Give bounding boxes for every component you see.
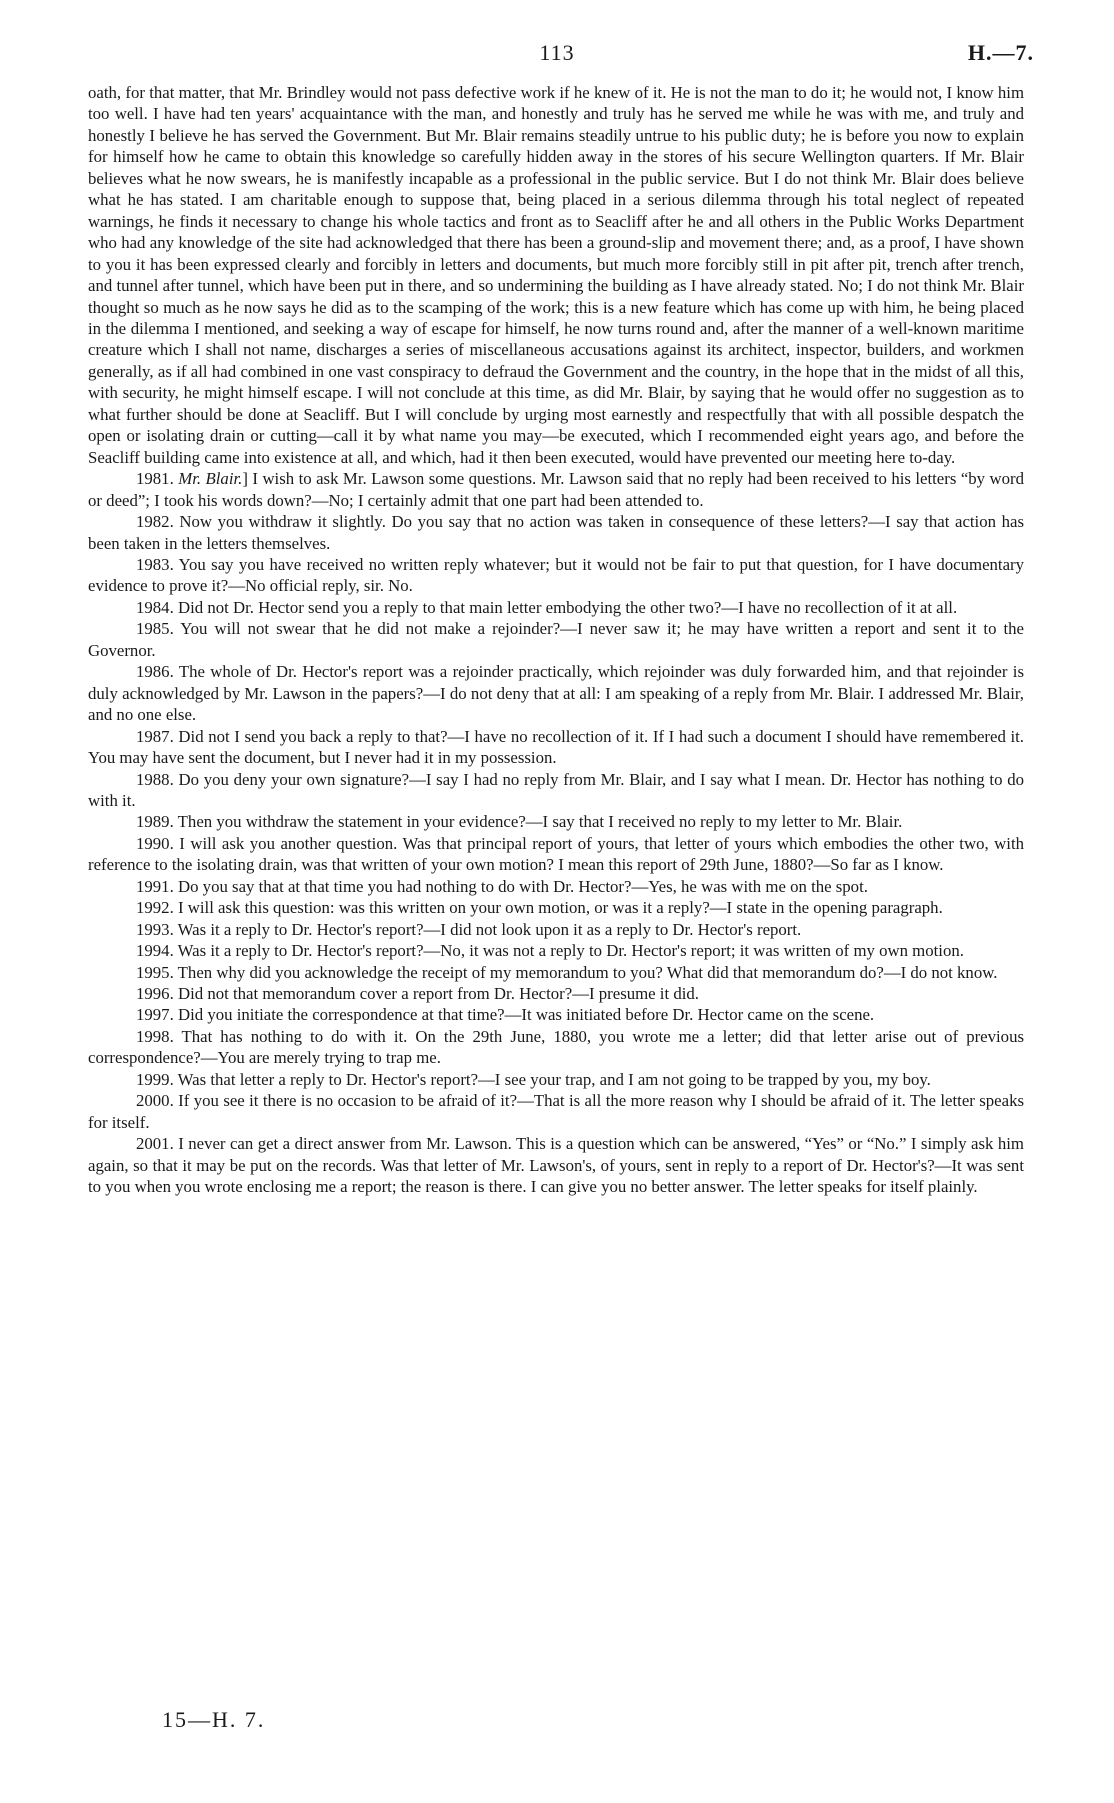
question-2001 bbox=[88, 1133, 1024, 1197]
question-number: 1998. bbox=[136, 1026, 174, 1046]
question-number: 1997. bbox=[136, 1005, 174, 1025]
question-text: Then you withdraw the statement in your evidence?—I say that I received no reply to my letter to Mr. Blair. bbox=[177, 812, 903, 832]
question-number: 1995. bbox=[136, 962, 174, 982]
question-number: 1981. bbox=[136, 469, 174, 489]
question-text: Then why did you acknowledge the receipt of my memorandum to you? What did that memorandum do?—I do not know. bbox=[177, 962, 998, 982]
question-1991 bbox=[88, 876, 1024, 897]
question-number: 2001. bbox=[136, 1134, 174, 1154]
question-1999 bbox=[88, 1069, 1024, 1090]
question-text: Was it a reply to Dr. Hector's report?—No, it was not a reply to Dr. Hector's report; it was written of my own motion. bbox=[177, 941, 964, 961]
question-1987 bbox=[88, 726, 1024, 769]
question-text: Was that letter a reply to Dr. Hector's report?—I see your trap, and I am not going to be trapped by you, my boy. bbox=[177, 1069, 931, 1089]
question-number: 1982. bbox=[136, 512, 174, 532]
question-1983 bbox=[88, 554, 1024, 597]
question-text: Did not Dr. Hector send you a reply to that main letter embodying the other two?—I have no recollection of it at all. bbox=[177, 597, 958, 617]
question-1996 bbox=[88, 983, 1024, 1004]
question-text: Was it a reply to Dr. Hector's report?—I did not look upon it as a reply to Dr. Hector's report. bbox=[177, 919, 802, 939]
question-number: 1994. bbox=[136, 941, 174, 961]
question-number: 1985. bbox=[136, 619, 174, 639]
question-text: Did not I send you back a reply to that?—I have no recollection of it. If I had such a document I should have remembered it. You may have sent the document, but I never had it in my possession. bbox=[88, 726, 1024, 768]
question-text: I will ask you another question. Was that principal report of yours, that letter of yours which embodies the other two, with reference to the isolating drain, was that written of your own motion? I mean this report of 29th June, 1880?—So far as I know. bbox=[88, 833, 1024, 875]
question-text: ] I wish to ask Mr. Lawson some questions. Mr. Lawson said that no reply had been received to his letters “by word or deed”; I took his words down?—No; I certainly admit that one part had been attended to. bbox=[88, 469, 1024, 510]
question-text: Do you deny your own signature?—I say I had no reply from Mr. Blair, and I say what I mean. Dr. Hector has nothing to do with it. bbox=[88, 769, 1024, 810]
question-1984 bbox=[88, 597, 1024, 618]
question-1995 bbox=[88, 962, 1024, 983]
question-number: 1989. bbox=[136, 812, 174, 832]
question-1985 bbox=[88, 618, 1024, 661]
question-1989 bbox=[88, 811, 1024, 832]
question-1988 bbox=[88, 769, 1024, 812]
question-number: 1988. bbox=[136, 769, 174, 789]
question-1986 bbox=[88, 661, 1024, 725]
question-number: 1986. bbox=[136, 662, 174, 682]
question-text: You say you have received no written reply whatever; but it would not be fair to put that question, for I have documentary evidence to prove it?—No official reply, sir. No. bbox=[88, 554, 1024, 596]
page-number: 113 bbox=[539, 40, 575, 65]
question-number: 1999. bbox=[136, 1069, 174, 1089]
question-number: 1991. bbox=[136, 876, 174, 896]
question-number: 1996. bbox=[136, 984, 174, 1004]
question-1993 bbox=[88, 919, 1024, 940]
question-text: I never can get a direct answer from Mr. Lawson. This is a question which can be answered, “Yes” or “No.” I simply ask him again, so that it may be put on the records. Was that letter of Mr. Lawson's, of yours, sent in reply to a report of Dr. Hector's?—It was sent to you when you wrote enclosing me a report; the reason is there. I can give you no better answer. The letter speaks for itself plainly. bbox=[88, 1134, 1024, 1197]
question-text: Did not that memorandum cover a report from Dr. Hector?—I presume it did. bbox=[177, 984, 699, 1004]
opening-paragraph: oath, for that matter, that Mr. Brindley would not pass defective work if he knew of it. He is not the man to do it; he would not, I know him too well. I have had ten years' acquaintance with the man, and honestly and truly has he served me while he was with me, and truly and honestly I believe he has served the Government. But Mr. Blair remains steadily untrue to his public duty; he is before you now to explain for himself how he came to obtain this knowledge so carefully hidden away in the stores of his secure Wellington quarters. If Mr. Blair believes what he now swears, he is manifestly incapable as a professional in the public service. But I do not think Mr. Blair does believe what he has stated. I am charitable enough to suppose that, being placed in a serious dilemma through his total neglect of repeated warnings, he finds it necessary to change his whole tactics and front as to Seacliff after he and all others in the Public Works Department who had any knowledge of the site had acknowledged that there has been a ground-slip and movement there; and, as a proof, I have shown to you it has been expressed clearly and forcibly in letters and documents, but much more forcibly still in pit after pit, trench after trench, and tunnel after tunnel, which have been put in there, and so undermining the building as I have already stated. No; I do not think Mr. Blair thought so much as he now says he did as to the scamping of the work; this is a new feature which has come up with him, he being placed in the dilemma I mentioned, and seeking a way of escape for himself, he now turns round and, after the manner of a well-known maritime creature which I shall not name, discharges a series of miscellaneous accusations against its architect, inspector, builders, and workmen generally, as if all had combined in one vast conspiracy to defraud the Government and the country, in the hope that in the midst of all this, with security, he might himself escape. I will not conclude at this time, as did Mr. Blair, by saying that he would offer no suggestion as to what further should be done at Seacliff. But I will conclude by urging most earnestly and respectfully that with all possible despatch the open or isolating drain or cutting—call it by what name you may—be executed, which I recommended eight years ago, and before the Seacliff building came into existence at all, and which, had it then been executed, would have prevented our meeting here to-day. bbox=[88, 83, 1024, 467]
question-number: 1992. bbox=[136, 898, 174, 918]
question-text: That has nothing to do with it. On the 29th June, 1880, you wrote me a letter; did that letter arise out of previous correspondence?—You are merely trying to trap me. bbox=[88, 1026, 1024, 1068]
question-1990 bbox=[88, 833, 1024, 876]
footer-signature: 15—H. 7. bbox=[162, 1707, 266, 1732]
question-1998 bbox=[88, 1026, 1024, 1069]
question-1982 bbox=[88, 511, 1024, 554]
speaker-name: Mr. Blair. bbox=[178, 469, 243, 489]
question-text: Do you say that at that time you had nothing to do with Dr. Hector?—Yes, he was with me on the spot. bbox=[177, 876, 868, 896]
question-text: Did you initiate the correspondence at that time?—It was initiated before Dr. Hector came on the scene. bbox=[177, 1005, 875, 1025]
question-number: 2000. bbox=[136, 1091, 174, 1111]
document-reference: H.—7. bbox=[967, 40, 1034, 65]
question-text: I will ask this question: was this written on your own motion, or was it a reply?—I state in the opening paragraph. bbox=[177, 898, 943, 918]
question-1994 bbox=[88, 940, 1024, 961]
question-text: You will not swear that he did not make a rejoinder?—I never saw it; he may have written a report and sent it to the Governor. bbox=[88, 619, 1024, 660]
question-text: If you see it there is no occasion to be afraid of it?—That is all the more reason why I should be afraid of it. The letter speaks for itself. bbox=[88, 1091, 1024, 1132]
question-number: 1983. bbox=[136, 554, 174, 574]
question-text: Now you withdraw it slightly. Do you say that no action was taken in consequence of these letters?—I say that action has been taken in the letters themselves. bbox=[88, 512, 1024, 553]
question-number: 1987. bbox=[136, 726, 174, 746]
body-text bbox=[88, 82, 1024, 1198]
question-1981 bbox=[88, 468, 1024, 511]
question-2000 bbox=[88, 1090, 1024, 1133]
question-1992 bbox=[88, 897, 1024, 918]
question-text: The whole of Dr. Hector's report was a rejoinder practically, which rejoinder was duly forwarded him, and that rejoinder is duly acknowledged by Mr. Lawson in the papers?—I do not deny that at all: I am speaking of a reply from Mr. Blair. I addressed Mr. Blair, and no one else. bbox=[88, 662, 1024, 725]
question-number: 1993. bbox=[136, 919, 174, 939]
question-number: 1984. bbox=[136, 597, 174, 617]
question-1997 bbox=[88, 1004, 1024, 1025]
question-number: 1990. bbox=[136, 833, 174, 853]
